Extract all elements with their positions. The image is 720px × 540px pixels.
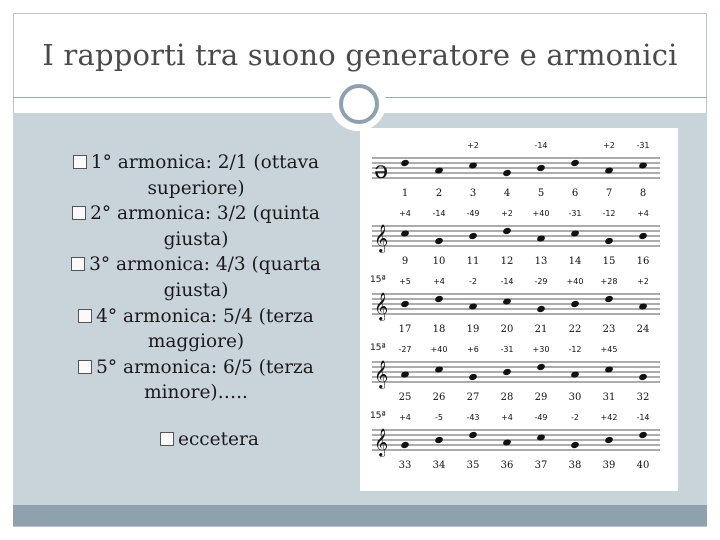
clef-glyph: 𝄞 xyxy=(374,292,389,320)
checkbox-bullet-icon xyxy=(160,432,174,446)
harmonic-number: 40 xyxy=(636,460,650,471)
clef-glyph: ə xyxy=(374,156,389,184)
harmonic-number: 16 xyxy=(636,256,650,267)
bullet-item xyxy=(48,201,344,252)
cents-label: +5 xyxy=(399,277,411,286)
harmonic-number: 26 xyxy=(432,392,446,403)
bullet-list xyxy=(48,150,344,406)
harmonic-number: 14 xyxy=(568,256,582,267)
cents-label: +40 xyxy=(532,209,550,218)
cents-label: -14 xyxy=(534,141,548,150)
harmonic-number: 2 xyxy=(435,188,443,199)
cents-label: +4 xyxy=(501,413,513,422)
harmonic-number: 39 xyxy=(602,460,616,471)
cents-label: +2 xyxy=(603,141,615,150)
cents-label: +40 xyxy=(566,277,584,286)
cents-label: -2 xyxy=(469,277,477,286)
checkbox-bullet-icon xyxy=(71,257,85,271)
bullet-text-cont: giusta) xyxy=(163,279,229,301)
harmonic-number: 10 xyxy=(432,256,446,267)
cents-label: -2 xyxy=(571,413,579,422)
octave-mark: 15ª xyxy=(370,411,386,421)
harmonic-number: 18 xyxy=(432,324,446,335)
cents-label: -31 xyxy=(636,141,650,150)
slide-title: I rapporti tra suono generatore e armonici xyxy=(42,38,678,72)
bullet-text: 5° armonica: 6/5 (terza xyxy=(96,356,314,378)
extra-bullet-text: eccetera xyxy=(178,429,259,450)
harmonic-number: 35 xyxy=(466,460,480,471)
bullet-item xyxy=(48,304,344,355)
cents-label: -14 xyxy=(432,209,446,218)
cents-label: +6 xyxy=(467,345,479,354)
octave-mark: 15ª xyxy=(370,343,386,353)
cents-label: -49 xyxy=(534,413,548,422)
cents-label: +4 xyxy=(399,413,411,422)
harmonic-number: 25 xyxy=(398,392,412,403)
bullet-item xyxy=(48,355,344,406)
cents-label: +4 xyxy=(399,209,411,218)
harmonic-number: 17 xyxy=(398,324,412,335)
harmonic-number: 31 xyxy=(602,392,616,403)
bullet-text: 2° armonica: 3/2 (quinta xyxy=(90,203,320,225)
bullet-text: 3° armonica: 4/3 (quarta xyxy=(89,254,321,276)
bullet-text-cont: minore)….. xyxy=(144,382,248,404)
cents-label: +2 xyxy=(467,141,479,150)
cents-label: -27 xyxy=(398,345,412,354)
bullet-item xyxy=(48,252,344,303)
checkbox-bullet-icon xyxy=(78,360,92,374)
harmonic-number: 30 xyxy=(568,392,582,403)
harmonic-number: 21 xyxy=(534,324,548,335)
checkbox-bullet-icon xyxy=(78,309,92,323)
cents-label: -31 xyxy=(568,209,582,218)
cents-label: -29 xyxy=(534,277,548,286)
harmonic-number: 20 xyxy=(500,324,514,335)
harmonic-number: 13 xyxy=(534,256,548,267)
cents-label: -43 xyxy=(466,413,480,422)
harmonic-number: 24 xyxy=(636,324,650,335)
cents-label: -31 xyxy=(500,345,514,354)
harmonic-number: 27 xyxy=(466,392,480,403)
clef-glyph: 𝄞 xyxy=(374,224,389,252)
cents-label: +2 xyxy=(501,209,513,218)
harmonic-number: 12 xyxy=(500,256,514,267)
cents-label: -5 xyxy=(435,413,443,422)
cents-label: +40 xyxy=(430,345,448,354)
cents-label: -49 xyxy=(466,209,480,218)
harmonic-number: 1 xyxy=(401,188,409,199)
cents-label: -14 xyxy=(636,413,650,422)
bullet-item xyxy=(48,150,344,201)
checkbox-bullet-icon xyxy=(72,206,86,220)
harmonic-number: 3 xyxy=(469,188,477,199)
footer-bar xyxy=(13,505,707,526)
cents-label: +4 xyxy=(433,277,445,286)
clef-glyph: 𝄞 xyxy=(374,360,389,388)
harmonic-number: 32 xyxy=(636,392,650,403)
harmonic-number: 37 xyxy=(534,460,548,471)
harmonic-number: 5 xyxy=(537,188,545,199)
clef-glyph: 𝄞 xyxy=(374,428,389,456)
harmonic-number: 9 xyxy=(401,256,409,267)
score-background xyxy=(360,128,678,491)
bullet-text-cont: maggiore) xyxy=(147,331,245,353)
extra-bullet xyxy=(160,428,259,452)
cents-label: +2 xyxy=(637,277,649,286)
ring-icon xyxy=(339,84,379,124)
checkbox-bullet-icon xyxy=(73,155,87,169)
bullet-text: 1° armonica: 2/1 (ottava xyxy=(90,152,320,173)
cents-label: +42 xyxy=(600,413,618,422)
harmonic-number: 33 xyxy=(398,460,412,471)
harmonic-number: 7 xyxy=(605,188,613,199)
cents-label: +4 xyxy=(637,209,649,218)
cents-label: -12 xyxy=(568,345,582,354)
harmonic-number: 36 xyxy=(500,460,514,471)
harmonic-number: 11 xyxy=(466,256,480,267)
harmonic-number: 15 xyxy=(602,256,616,267)
bullet-text-cont: superiore) xyxy=(147,177,245,199)
cents-label: -14 xyxy=(500,277,514,286)
harmonic-number: 28 xyxy=(500,392,514,403)
harmonic-number: 6 xyxy=(571,188,579,199)
harmonic-number: 8 xyxy=(639,188,647,199)
harmonic-number: 23 xyxy=(602,324,616,335)
harmonic-number: 4 xyxy=(503,188,511,199)
bullet-text-cont: giusta) xyxy=(163,228,229,250)
harmonic-number: 29 xyxy=(534,392,548,403)
harmonic-number: 19 xyxy=(466,324,480,335)
cents-label: +28 xyxy=(600,277,618,286)
bullet-text: 4° armonica: 5/4 (terza xyxy=(96,305,314,327)
harmonic-number: 38 xyxy=(568,460,582,471)
octave-mark: 15ª xyxy=(370,275,386,285)
harmonic-number: 22 xyxy=(568,324,582,335)
cents-label: +45 xyxy=(600,345,618,354)
harmonic-number: 34 xyxy=(432,460,446,471)
harmonic-series-notation-image xyxy=(360,128,678,491)
cents-label: +30 xyxy=(532,345,550,354)
cents-label: -12 xyxy=(602,209,616,218)
